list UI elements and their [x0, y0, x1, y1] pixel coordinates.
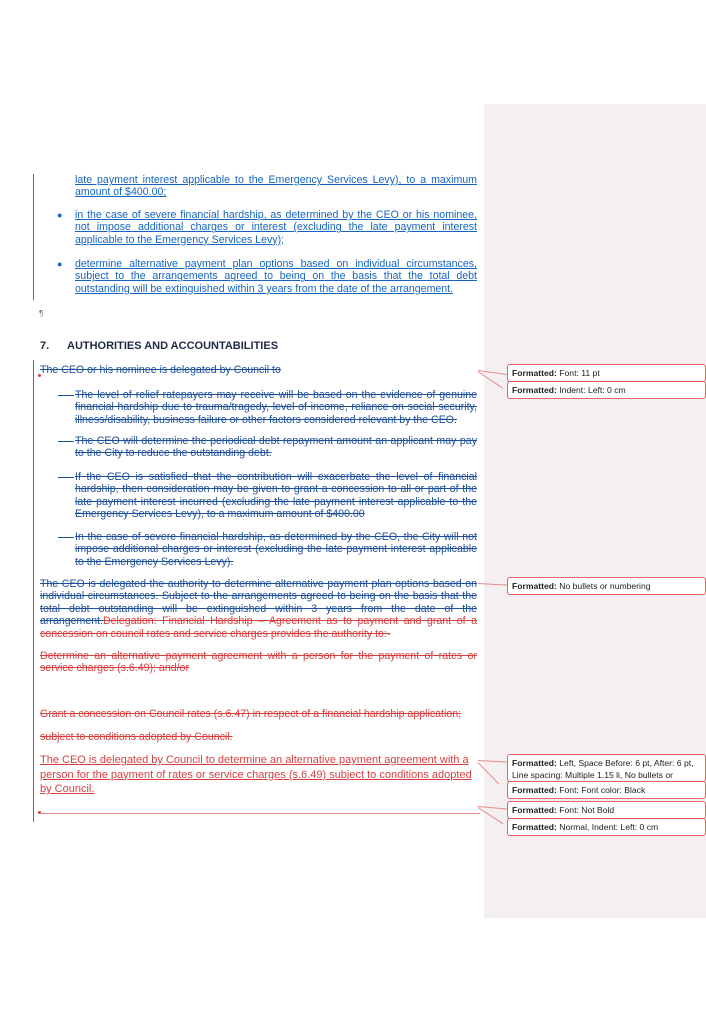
comment-label: Formatted: — [512, 385, 557, 395]
list-item: in the case of severe financial hardship, as determined by the CEO or his nominee, not impose additional charges or interest (excluding the late payment interest applicable to the Emergency Services Levy); — [75, 209, 477, 246]
comment-leader — [40, 813, 480, 814]
comment-text: No bullets or numbering — [556, 581, 651, 591]
section-title: AUTHORITIES AND ACCOUNTABILITIES — [67, 340, 279, 352]
comment-text: Indent: Left: 0 cm — [559, 385, 626, 395]
comment-label: Formatted: — [512, 581, 557, 591]
comment-text: Left, Space Before: 6 pt, After: 6 pt, Line spacing: Multiple 1.15 li, No bullets or — [512, 758, 694, 780]
comment-balloon[interactable] — [507, 577, 706, 595]
deleted-paragraph: Grant a concession on Council rates (s.6.47) in respect of a financial hardship application; — [40, 708, 462, 720]
comment-text: Normal, Indent: Left: 0 cm — [559, 822, 659, 832]
deleted-bullet-dash — [58, 441, 74, 442]
comment-balloon[interactable] — [507, 818, 706, 836]
comment-balloon[interactable] — [507, 381, 706, 399]
paragraph-mark-icon: ¶ — [39, 309, 44, 318]
deleted-list-item: If the CEO is satisfied that the contribution will exacerbate the level of financial hardship, then consideration may be given to grant a concession to all or part of the late payment interest incurred (excluding the late payment interest applicable to the Emergency Services Levy), to a maximum amount of $400.00 — [75, 471, 477, 521]
comment-text: Font: Font color: Black — [559, 785, 646, 795]
deleted-text: Delegation: Financial Hardship – Agreement as to payment and grant of a concession on council rates and service charges provides the authority to:- — [40, 615, 477, 640]
comment-label: Formatted: — [512, 785, 557, 795]
comment-text: Font: Not Bold — [559, 805, 615, 815]
deleted-paragraph: subject to conditions adopted by Council. — [40, 731, 233, 743]
section-heading — [40, 340, 278, 352]
inserted-paragraph: The CEO is delegated by Council to determine an alternative payment agreement with a person for the payment of rates or service charges (s.6.49) subject to conditions adopted by Council. — [40, 754, 472, 796]
list-item: determine alternative payment plan options based on individual circumstances, subject to the arrangements agreed to being on the basis that the total debt outstanding will be extinguished within 3 years from the date of the arrangement. — [75, 258, 477, 295]
deleted-list-item: The level of relief ratepayers may receive will be based on the evidence of genuine financial hardship due to trauma/tragedy, level of income, reliance on social security, illness/disability, business failure or other factors considered relevant by the CEO. — [75, 389, 477, 426]
deleted-paragraph: The CEO or his nominee is delegated by Council to — [40, 364, 281, 376]
deleted-bullet-dash — [58, 537, 74, 538]
change-bar — [33, 174, 34, 300]
deleted-text: The CEO is delegated the authority to determine alternative payment plan options based on individual circumstances. Subject to the arrangements agreed to being on the basis that the total debt outstanding will be extinguished within 3 years from the date of the arrangement. — [40, 578, 477, 628]
bullet-icon: ● — [57, 259, 63, 269]
comment-balloon[interactable] — [507, 754, 706, 782]
comment-label: Formatted: — [512, 805, 557, 815]
deleted-bullet-dash — [58, 477, 74, 478]
comment-balloon[interactable] — [507, 801, 706, 819]
deleted-paragraph: Determine an alternative payment agreement with a person for the payment of rates or service charges (s.6.49); and/or — [40, 650, 477, 675]
comment-label: Formatted: — [512, 368, 557, 378]
deleted-bullet-dash — [58, 395, 74, 396]
comment-text: Font: 11 pt — [559, 368, 600, 378]
deleted-list-item: In the case of severe financial hardship, as determined by the CEO, the City will not impose additional charges or interest (excluding the late payment interest applicable to the Emergency Services Levy). — [75, 531, 477, 568]
section-number: 7. — [40, 340, 50, 352]
comment-label: Formatted: — [512, 758, 557, 768]
comment-balloon[interactable] — [507, 781, 706, 799]
comment-balloon[interactable] — [507, 364, 706, 382]
deleted-list-item: The CEO will determine the periodical debt repayment amount an applicant may pay to the City to reduce the outstanding debt. — [75, 435, 477, 460]
list-continuation: late payment interest applicable to the Emergency Services Levy), to a maximum amount of $400.00; — [75, 174, 477, 199]
comment-label: Formatted: — [512, 822, 557, 832]
bullet-icon: ● — [57, 210, 63, 220]
delegation-paragraph — [40, 578, 477, 640]
change-bar — [33, 360, 34, 822]
